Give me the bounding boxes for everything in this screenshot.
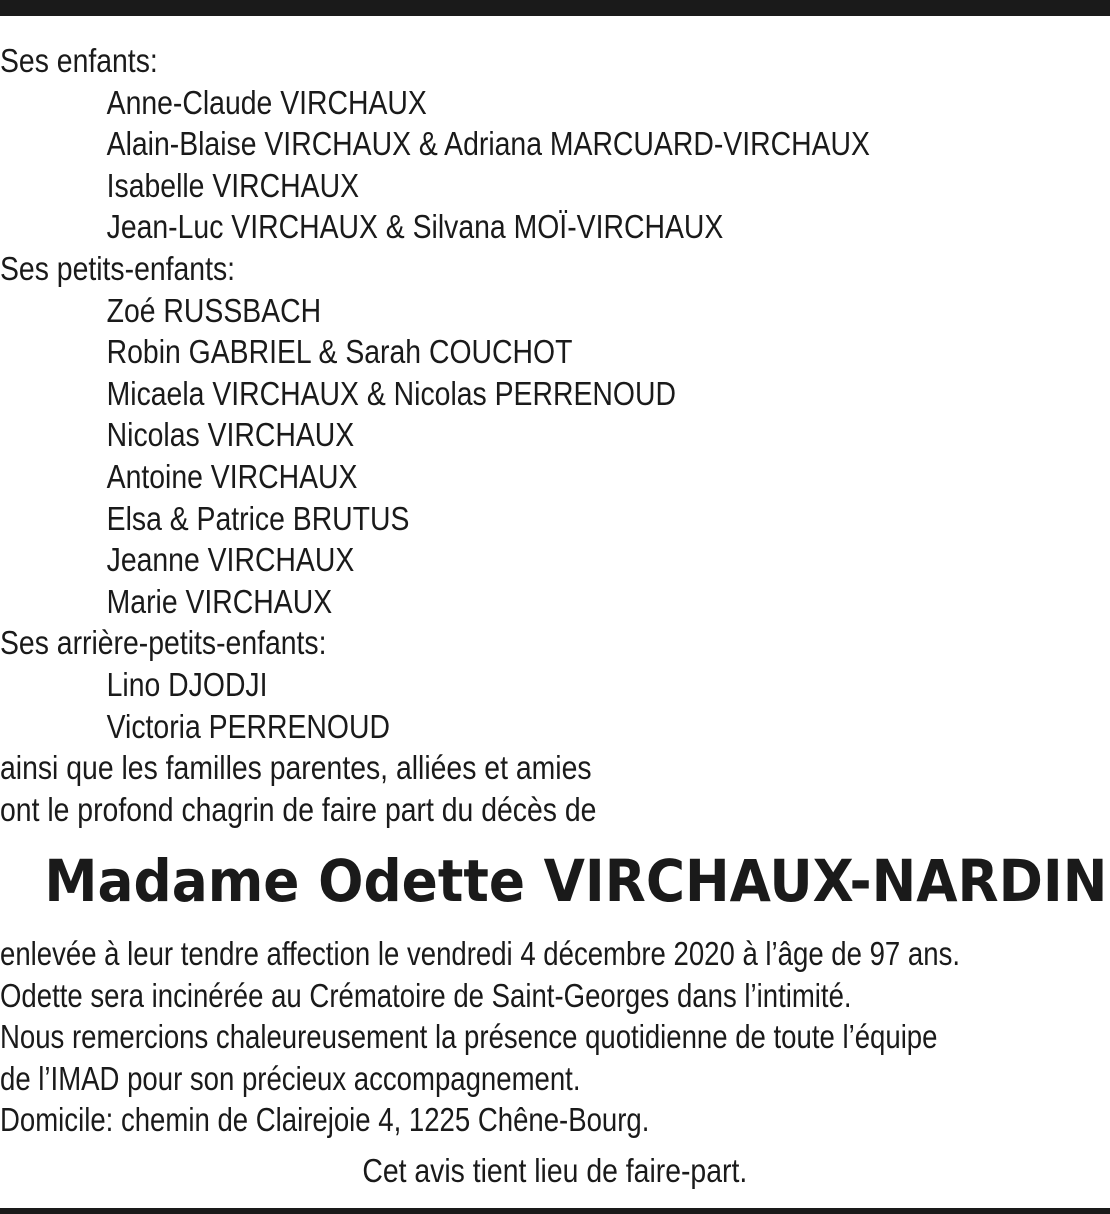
grandchild-item: Elsa & Patrice BRUTUS xyxy=(106,499,410,537)
body-line: enlevée à leur tendre affection le vendredi 4 décembre 2020 à l’âge de 97 ans. xyxy=(0,935,961,972)
notice-body xyxy=(0,933,1110,1141)
body-line: Domicile: chemin de Clairejoie 4, 1225 Chêne-Bourg. xyxy=(0,1101,650,1139)
grandchild-item: Zoé RUSSBACH xyxy=(106,291,322,329)
child-item: Jean-Luc VIRCHAUX & Silvana MOÏ-VIRCHAUX xyxy=(106,208,724,246)
body-line: Odette sera incinérée au Crématoire de Saint-Georges dans l’intimité. xyxy=(0,976,852,1014)
great-grandchild-item: Victoria PERRENOUD xyxy=(106,707,390,745)
intro-line: ont le profond chagrin de faire part du décès de xyxy=(0,790,597,828)
grandchild-item: Nicolas VIRCHAUX xyxy=(106,416,355,454)
great-grandchildren-heading: Ses arrière-petits-enfants: xyxy=(0,624,327,662)
grandchild-item: Robin GABRIEL & Sarah COUCHOT xyxy=(106,333,573,371)
child-item: Isabelle VIRCHAUX xyxy=(106,166,360,204)
closing-note: Cet avis tient lieu de faire-part. xyxy=(362,1152,748,1189)
children-heading: Ses enfants: xyxy=(0,42,158,79)
grandchild-item: Marie VIRCHAUX xyxy=(106,582,333,620)
intro-line: ainsi que les familles parentes, alliées et amies xyxy=(0,749,592,787)
grandchild-item: Micaela VIRCHAUX & Nicolas PERRENOUD xyxy=(106,374,676,412)
family-list xyxy=(0,40,1110,830)
grandchildren-heading: Ses petits-enfants: xyxy=(0,249,236,287)
grandchild-item: Jeanne VIRCHAUX xyxy=(106,541,355,579)
closing-note-wrapper xyxy=(0,1150,1110,1191)
bottom-rule xyxy=(0,1208,1110,1214)
top-rule xyxy=(0,0,1110,16)
child-item: Alain-Blaise VIRCHAUX & Adriana MARCUARD-VIRCHAUX xyxy=(106,125,870,163)
child-item: Anne-Claude VIRCHAUX xyxy=(106,83,427,121)
deceased-name: Madame Odette VIRCHAUX-NARDIN xyxy=(44,847,1108,915)
great-grandchild-item: Lino DJODJI xyxy=(106,665,268,703)
body-line: Nous remercions chaleureusement la présence quotidienne de toute l’équipe xyxy=(0,1018,938,1056)
grandchild-item: Antoine VIRCHAUX xyxy=(106,457,358,495)
body-line: de l’IMAD pour son précieux accompagnement. xyxy=(0,1059,581,1097)
